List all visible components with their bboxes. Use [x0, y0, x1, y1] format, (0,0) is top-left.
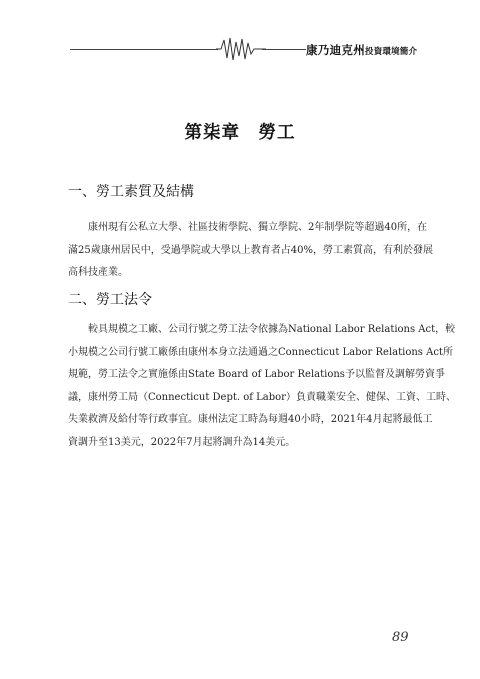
paragraph-line: 規範，勞工法令之實施係由State Board of Labor Relations予以監督及調解勞資爭	[68, 369, 445, 381]
header-title-state: 康乃迪克州	[306, 43, 365, 57]
paragraph-line: 較具規模之工廠、公司行號之勞工法令依據為National Labor Relations Act，較	[68, 324, 456, 335]
section-paragraph-labor-law	[68, 319, 456, 455]
chapter-title: 第柒章 勞工	[184, 123, 296, 143]
paragraph-line: 議，康州勞工局（Connecticut Dept. of Labor）負責職業安全、健保、工資、工時、	[68, 391, 456, 403]
section-title-labor-quality: 一、勞工素質及結構	[68, 184, 194, 200]
header-title	[306, 41, 417, 57]
paragraph-line: 滿25歲康州居民中，受過學院或大學以上教育者占40%，勞工素質高，有利於發展	[68, 244, 433, 256]
header-rule-left	[70, 49, 218, 50]
page-number: 89	[392, 630, 409, 645]
paragraph-line: 高科技產業。	[68, 267, 128, 279]
header-rule-right	[262, 49, 306, 50]
section-title-labor-law: 二、勞工法令	[68, 292, 152, 308]
paragraph-line: 資調升至13美元，2022年7月起將調升為14美元。	[68, 436, 296, 448]
running-header	[0, 0, 480, 70]
paragraph-line: 失業救濟及給付等行政事宜。康州法定工時為每週40小時，2021年4月起將最低工	[68, 414, 433, 426]
paragraph-line: 小規模之公司行號工廠係由康州本身立法通過之Connecticut Labor Relations Act所	[68, 346, 453, 358]
section-paragraph-labor-quality	[68, 217, 433, 285]
header-title-subtitle: 投資環境簡介	[365, 47, 418, 57]
paragraph-line: 康州現有公私立大學、社區技術學院、獨立學院、2年制學院等超過40所，在	[68, 222, 428, 233]
heartbeat-wave-icon	[216, 36, 266, 62]
